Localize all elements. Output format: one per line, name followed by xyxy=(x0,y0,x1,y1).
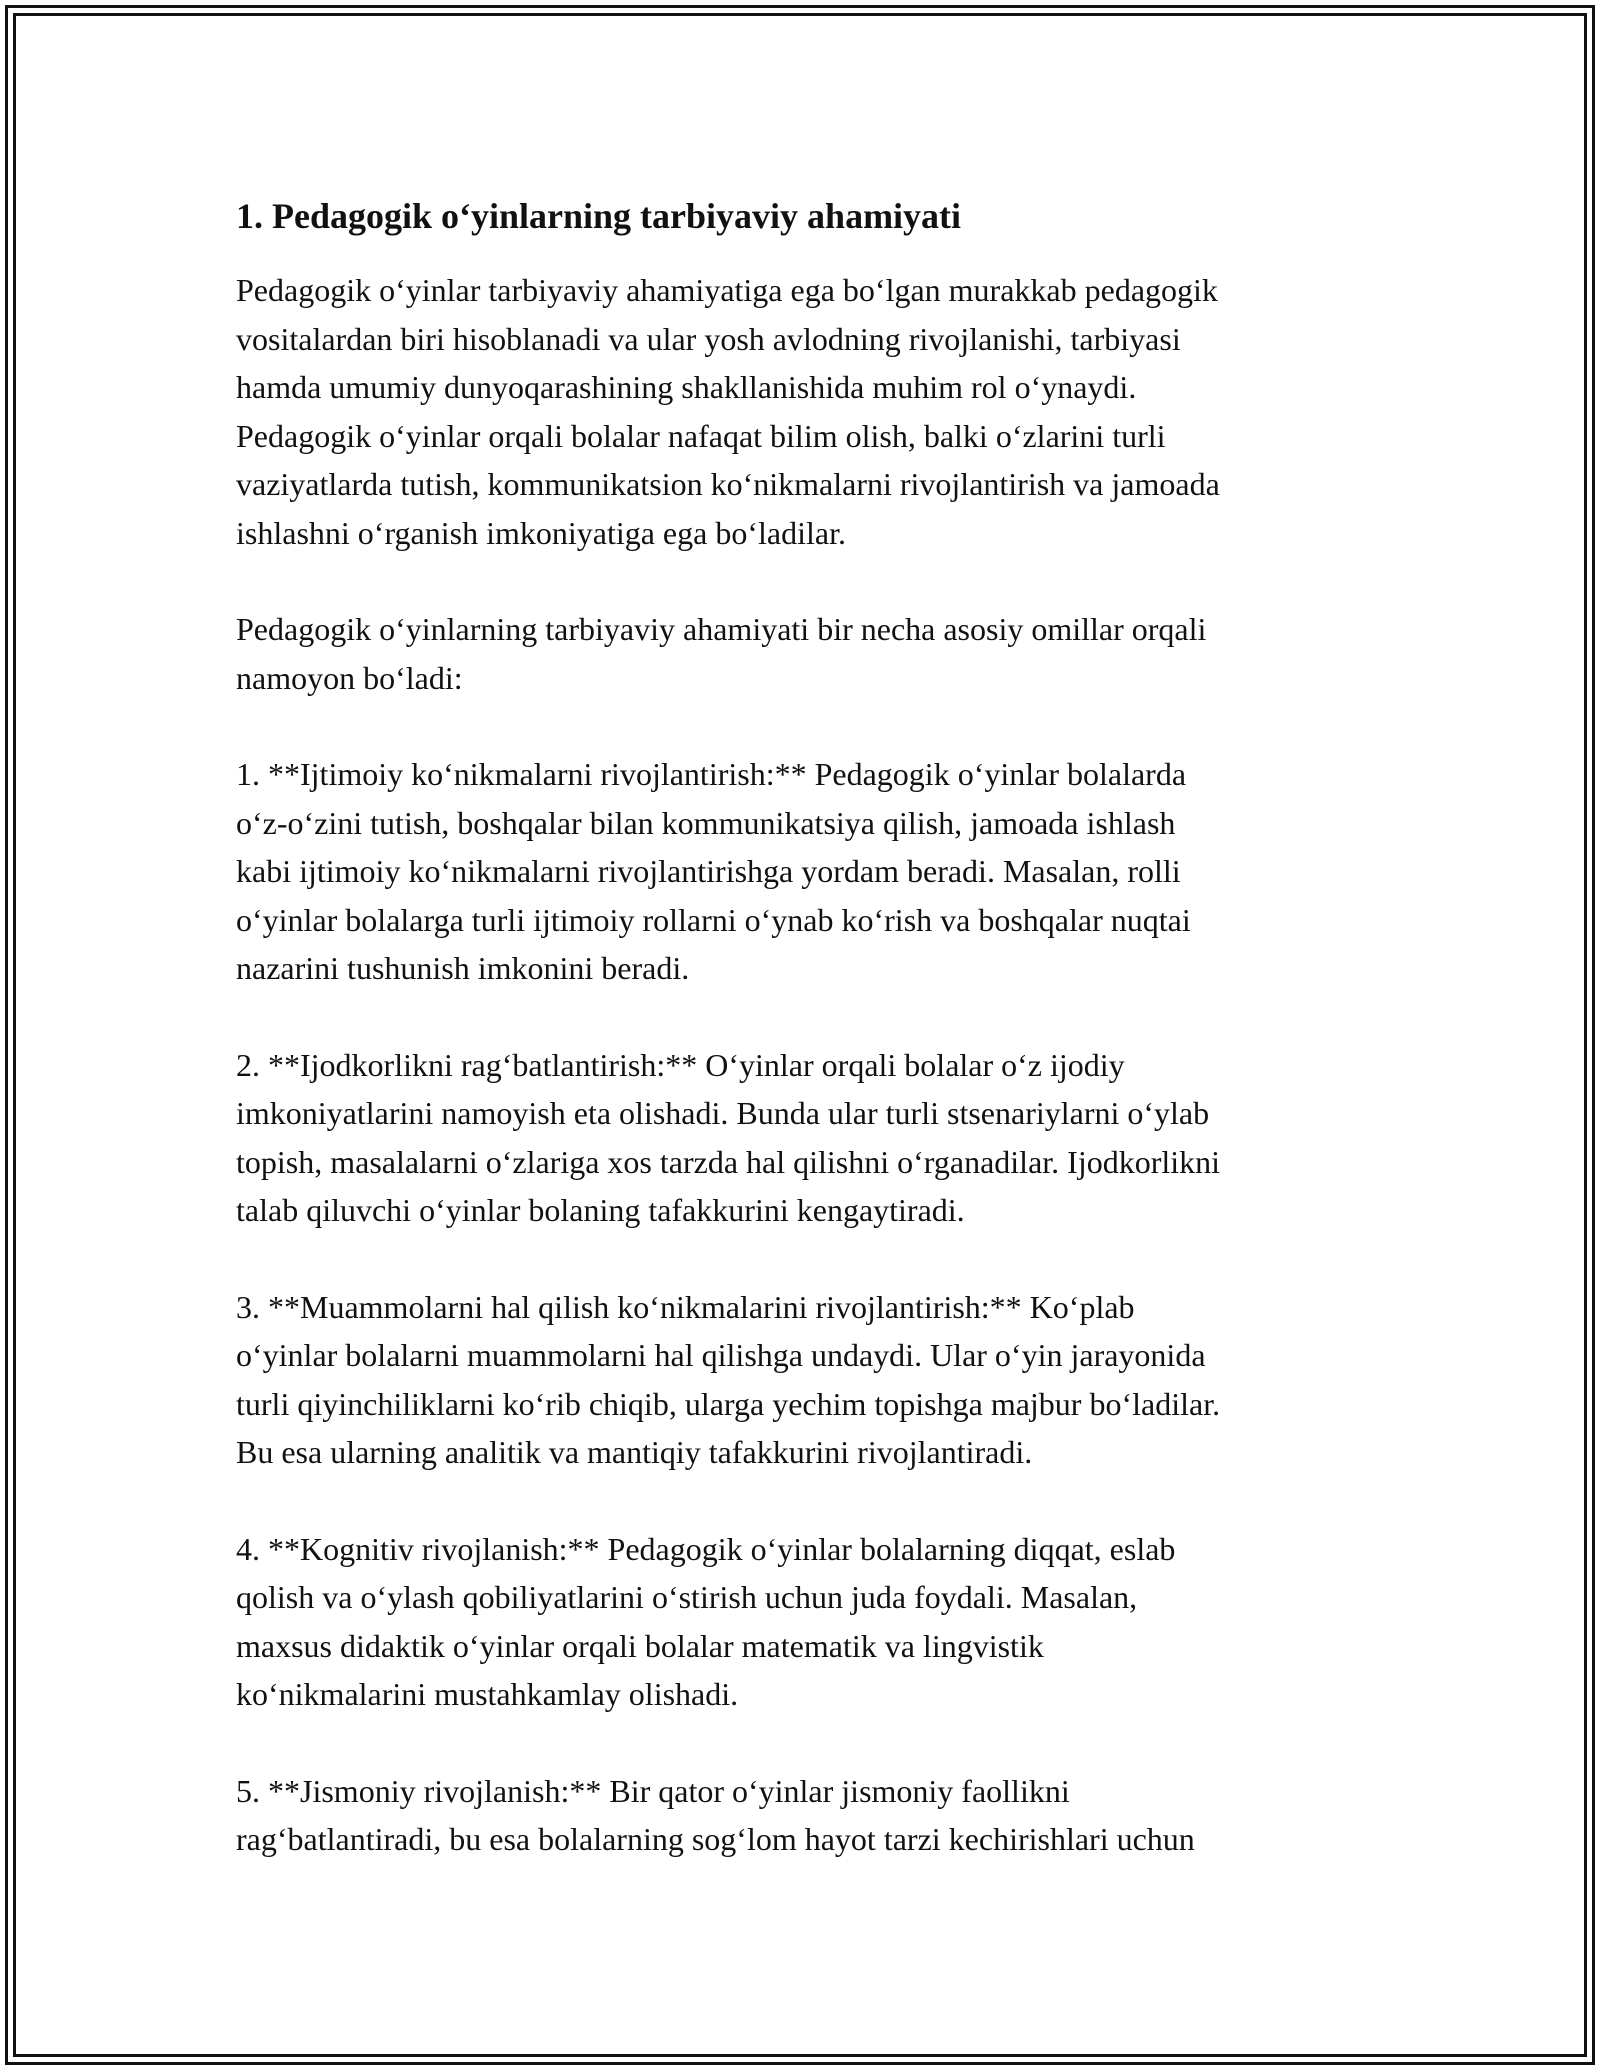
text-line: o‘yinlar bolalarga turli ijtimoiy rollarni o‘ynab ko‘rish va boshqalar nuqtai xyxy=(236,901,1191,938)
text-line: o‘z-o‘zini tutish, boshqalar bilan kommunikatsiya qilish, jamoada ishlash xyxy=(236,804,1176,841)
text-line: vaziyatlarda tutish, kommunikatsion ko‘nikmalarni rivojlantirish va jamoada xyxy=(236,466,1220,502)
text-line: ishlashni o‘rganish imkoniyatiga ega bo‘ladilar. xyxy=(236,514,846,551)
text-line: 5. **Jismoniy rivojlanish:** Bir qator o‘yinlar jismoniy faollikni xyxy=(236,1772,1070,1809)
paragraph-intro xyxy=(236,266,1376,557)
text-line: 4. **Kognitiv rivojlanish:** Pedagogik o‘yinlar bolalarning diqqat, eslab xyxy=(236,1530,1176,1567)
list-item-creativity xyxy=(236,1041,1376,1235)
text-line: hamda umumiy dunyoqarashining shakllanishida muhim rol o‘ynaydi. xyxy=(236,369,1137,405)
list-item-social-skills xyxy=(236,750,1376,993)
list-item-physical xyxy=(236,1767,1376,1864)
text-line: namoyon bo‘ladi: xyxy=(236,659,463,696)
text-line: topish, masalalarni o‘zlariga xos tarzda hal qilishni o‘rganadilar. Ijodkorlikni xyxy=(236,1143,1221,1180)
text-line: Pedagogik o‘yinlarning tarbiyaviy ahamiyati bir necha asosiy omillar orqali xyxy=(236,611,1207,647)
text-line: kabi ijtimoiy ko‘nikmalarni rivojlantirishga yordam beradi. Masalan, rolli xyxy=(236,853,1181,889)
paragraph-factors-intro xyxy=(236,605,1376,702)
document-body xyxy=(236,188,1376,1864)
text-line: 1. **Ijtimoiy ko‘nikmalarni rivojlantirish:** Pedagogik o‘yinlar bolalarda xyxy=(236,756,1187,792)
text-line: Bu esa ularning analitik va mantiqiy tafakkurini rivojlantiradi. xyxy=(236,1434,1033,1470)
text-line: rag‘batlantiradi, bu esa bolalarning sog‘lom hayot tarzi kechirishlari uchun xyxy=(236,1821,1195,1857)
text-line: turli qiyinchiliklarni ko‘rib chiqib, ularga yechim topishga majbur bo‘ladilar. xyxy=(236,1385,1221,1422)
text-line: qolish va o‘ylash qobiliyatlarini o‘stirish uchun juda foydali. Masalan, xyxy=(236,1579,1138,1615)
text-line: ko‘nikmalarini mustahkamlay olishadi. xyxy=(236,1676,739,1712)
text-line: o‘yinlar bolalarni muammolarni hal qilishga undaydi. Ular o‘yin jarayonida xyxy=(236,1337,1206,1373)
text-line: 3. **Muammolarni hal qilish ko‘nikmalarini rivojlantirish:** Ko‘plab xyxy=(236,1288,1135,1325)
list-item-cognitive xyxy=(236,1525,1376,1719)
text-line: 2. **Ijodkorlikni rag‘batlantirish:** O‘yinlar orqali bolalar o‘z ijodiy xyxy=(236,1046,1125,1083)
section-heading: 1. Pedagogik o‘yinlarning tarbiyaviy ahamiyati xyxy=(236,196,962,236)
text-line: nazarini tushunish imkonini beradi. xyxy=(236,950,690,986)
list-item-problem-solving xyxy=(236,1283,1376,1477)
text-line: Pedagogik o‘yinlar orqali bolalar nafaqat bilim olish, balki o‘zlarini turli xyxy=(236,417,1166,454)
text-line: talab qiluvchi o‘yinlar bolaning tafakkurini kengaytiradi. xyxy=(236,1192,965,1228)
text-line: maxsus didaktik o‘yinlar orqali bolalar matematik va lingvistik xyxy=(236,1627,1044,1664)
text-line: Pedagogik o‘yinlar tarbiyaviy ahamiyatiga ega bo‘lgan murakkab pedagogik xyxy=(236,272,1218,308)
text-line: imkoniyatlarini namoyish eta olishadi. Bunda ular turli stsenariylarni o‘ylab xyxy=(236,1095,1210,1131)
text-line: vositalardan biri hisoblanadi va ular yosh avlodning rivojlanishi, tarbiyasi xyxy=(236,320,1181,357)
